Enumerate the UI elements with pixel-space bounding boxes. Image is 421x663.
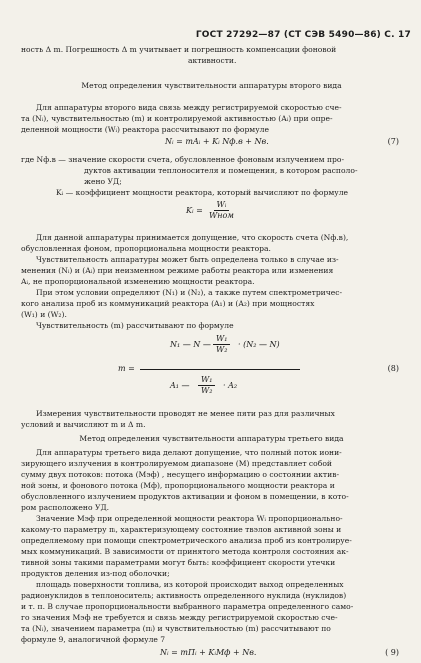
text-line: формуле 9, аналогичной формуле 7 [21,635,166,644]
text-line: условий и вычисляют m и Δ m. [21,420,146,429]
formula-8-top-fraction [213,334,230,355]
text-line: Kᵢ — коэффициент мощности реактора, который вычисляют по формуле [56,188,349,197]
formula-k-lhs: Kᵢ = [186,206,203,215]
text-line: сумму двух потоков: потока (Mэф) , несущего информацию о состоянии актив- [21,470,340,479]
formula-9: Nᵢ = mΠᵢ + KᵢMф + Nв. [160,648,257,657]
text-line: го значения Mэф не требуется и связь между регистрируемой скоростью сче- [21,613,338,622]
text-line: активности. [188,56,237,65]
formula-number: (8) [387,364,399,373]
formula-8-bottom-left: A₁ — [170,381,190,390]
text-line: кого анализа проб из коммуникаций реактора (A₁) и (A₂) при мощностях [21,299,315,308]
formula-8-top-right: · (N₂ — N) [238,340,280,349]
formula-8-bottom-right: · A₂ [223,381,238,390]
text-line: дуктов активации теплоносителя и помещения, в котором располо- [84,166,358,175]
text-line: мых коммуникаций. В зависимости от принятого метода контроля состояния ак- [21,547,349,556]
text-line: Чувствительность аппаратуры может быть определена только в случае из- [36,255,339,264]
formula-8-top-left: N₁ — N — [170,340,211,349]
text-line: площадь поверхности топлива, из которой происходит выход определенных [36,580,344,589]
text-line: Чувствительность (m) рассчитывают по формуле [36,321,234,330]
formula-k-fraction [206,200,237,221]
text-line: обусловленная фоном, пропорциональна мощности реактора. [21,244,271,253]
text-line: и т. п. В случае пропорциональности выбранного параметра определенного само- [21,602,354,611]
formula-7: Nᵢ = mAᵢ + Kᵢ Nф.в + Nв. [165,137,269,146]
text-line: менения (Nᵢ) и (Aᵢ) при неизменном режиме работы реактора или изменения [21,266,334,275]
text-line: обусловленного излучением продуктов активации и фоном в помещении, в кото- [21,492,349,501]
text-line: жено УД; [84,177,122,186]
text-line: (W₁) и (W₂). [21,310,67,319]
text-line: Для аппаратуры второго вида связь между регистрируемой скоростью сче- [36,103,342,112]
text-line: определяемому при помощи спектрометрического анализа проб из контролируе- [21,536,352,545]
formula-8-bottom-fraction-denominator: W₂ [201,386,213,395]
formula-number: (7) [387,137,399,146]
formula-8-bottom-fraction [198,375,215,396]
section-title: Метод определения чувствительности аппаратуры третьего вида [79,434,344,443]
text-line: Для аппаратуры третьего вида делают допущение, что полный поток иони- [36,448,342,457]
section-title: Метод определения чувствительности аппаратуры второго вида [81,81,342,90]
formula-number: ( 9) [385,648,399,657]
text-line: тивной зоны такими параметрами могут быть: коэффициент скорости утечки [21,558,336,567]
text-line: та (Nᵢ), чувствительностью (m) и контролируемой активностью (Aᵢ) при опре- [21,114,333,123]
text-line: ность Δ m. Погрешность Δ m учитывает и погрешность компенсации фоновой [21,45,337,54]
text-line: Aᵢ, не пропорциональной изменению мощности реактора. [21,277,255,286]
formula-8-lhs: m = [118,364,135,373]
text-line: Измерения чувствительности проводят не менее пяти раз для различных [36,409,335,418]
formula-8-top-fraction-numerator: W₁ [213,334,230,345]
text-line: При этом условии определяют (N₁) и (N₂), а также путем спектрометричес- [36,288,343,297]
formula-8-bottom-fraction-numerator: W₁ [198,375,215,386]
text-line: радионуклидов в теплоноситель; активность определенного нуклида (нуклидов) [21,591,347,600]
text-line: ной зоны, и фонового потока (Mф), пропорционального мощности реактора и [21,481,335,490]
text-line: зирующего излучения в контролируемом диапазоне (M) представляет собой [21,459,332,468]
formula-8-main-fraction-bar [140,369,300,370]
formula-k-numerator: Wᵢ [214,200,230,211]
page-header: ГОСТ 27292—87 (СТ СЭВ 5490—86) С. 17 [195,30,411,40]
text-line: где Nф.в — значение скорости счета, обусловленное фоновым излучением про- [21,155,345,164]
text-line: та (Nᵢ), значением параметра (πᵢ) и чувствительностью (m) рассчитывают по [21,624,331,633]
text-line: какому-то параметру πᵢ, характеризующему состояние твэлов активной зоны и [21,525,342,534]
text-line: Для данной аппаратуры принимается допущение, что скорость счета (Nф.в), [36,233,349,242]
text-line: деленной мощности (Wᵢ) реактора рассчитывают по формуле [21,125,269,134]
text-line: Значение Mэф при определенной мощности реактора Wᵢ пропорционально- [36,514,343,523]
formula-k-denominator: Wном [209,211,234,220]
text-line: ром расположено УД. [21,503,110,512]
formula-8-top-fraction-denominator: W₂ [216,345,228,354]
text-line: продуктов деления из-под оболочки; [21,569,170,578]
